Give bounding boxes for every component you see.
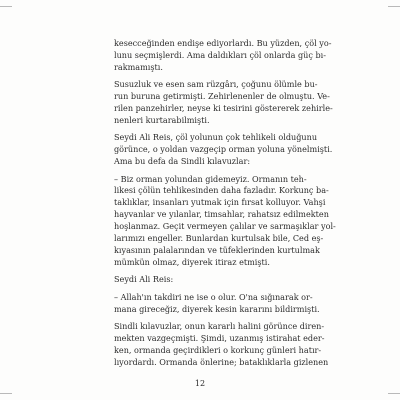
paragraph bbox=[114, 291, 320, 316]
text-line: görünce, o yoldan vazgeçip orman yoluna yönelmişti. bbox=[114, 144, 333, 155]
text-line: nenleri kurtarabilmişti. bbox=[114, 114, 210, 125]
paragraph bbox=[114, 79, 333, 127]
text-line: run buruna getirmişti. Zehirlenenler de olmuştu. Ve- bbox=[114, 91, 330, 102]
text-line: hoşlanmaz. Geçit vermeyen çalılar ve sarmaşıklar yol- bbox=[114, 221, 336, 232]
text-line: lıyordardı. Ormanda önlerine; bataklıklarla gizlenen bbox=[114, 356, 329, 367]
crop-mark bbox=[388, 393, 400, 394]
text-line: Sindli kılavuzlar, onun kararlı halini görünce diren- bbox=[114, 321, 325, 332]
text-line: mekten vazgeçmişti. Şimdi, uzanmış istirahat eder- bbox=[114, 332, 325, 343]
text-line: – Biz orman yolundan gidemeyiz. Ormanın teh- bbox=[114, 173, 307, 184]
page-number: 12 bbox=[194, 379, 206, 388]
paragraph bbox=[114, 38, 332, 74]
text-line: kesecceğinden endişe ediyorlardı. Bu yüzden, çöl yo- bbox=[114, 38, 332, 48]
text-line: rilen panzehirler, neyse ki tesirini göstererek zehirle- bbox=[114, 103, 333, 114]
text-line: kıyasının palalarından ve tüfeklerinden kurtulmak bbox=[114, 245, 320, 255]
crop-mark bbox=[0, 6, 12, 7]
body-text bbox=[114, 38, 336, 374]
text-line: mana gireceğiz, diyerek kesin kararını bildirmişti. bbox=[114, 303, 320, 314]
text-line: mümkün olmaz, diyerek itiraz etmişti. bbox=[114, 256, 270, 267]
text-line: – Allah'ın takdiri ne ise o olur. O'na sığınarak or- bbox=[114, 291, 313, 302]
crop-mark bbox=[0, 393, 12, 394]
text-line: Ama bu defa da Sindli kılavuzlar: bbox=[114, 156, 251, 167]
crop-mark bbox=[388, 6, 400, 7]
text-line: Seydi Ali Reis, çöl yolunun çok tehlikeli olduğunu bbox=[114, 132, 318, 143]
text-line: Susuzluk ve esen sam rüzgârı, çoğunu ölümle bu- bbox=[114, 79, 318, 90]
text-line: likesi çölün tehlikesinden daha fazladır. Korkunç ba- bbox=[114, 185, 329, 196]
text-line: lunu seçmişlerdi. Ama daldıkları çöl onlarda güç bı- bbox=[114, 49, 327, 60]
paragraph bbox=[114, 173, 336, 269]
paragraph bbox=[114, 321, 329, 369]
text-line: hayvanlar ve yılanlar, timsahlar, rahatsız edilmekten bbox=[114, 209, 329, 220]
paragraph bbox=[114, 132, 333, 168]
text-line: ken, ormanda geçirdikleri o korkunç günleri hatır- bbox=[114, 344, 322, 355]
text-line: Seydi Ali Reis: bbox=[114, 274, 174, 285]
text-line: larımızı engeller. Bunlardan kurtulsak bile, Ced eş- bbox=[114, 233, 324, 244]
text-line: rakmamıştı. bbox=[114, 61, 163, 72]
paragraph bbox=[114, 274, 302, 286]
text-line: taklıklar, insanları yutmak için fırsat kolluyor. Vahşi bbox=[114, 197, 326, 208]
